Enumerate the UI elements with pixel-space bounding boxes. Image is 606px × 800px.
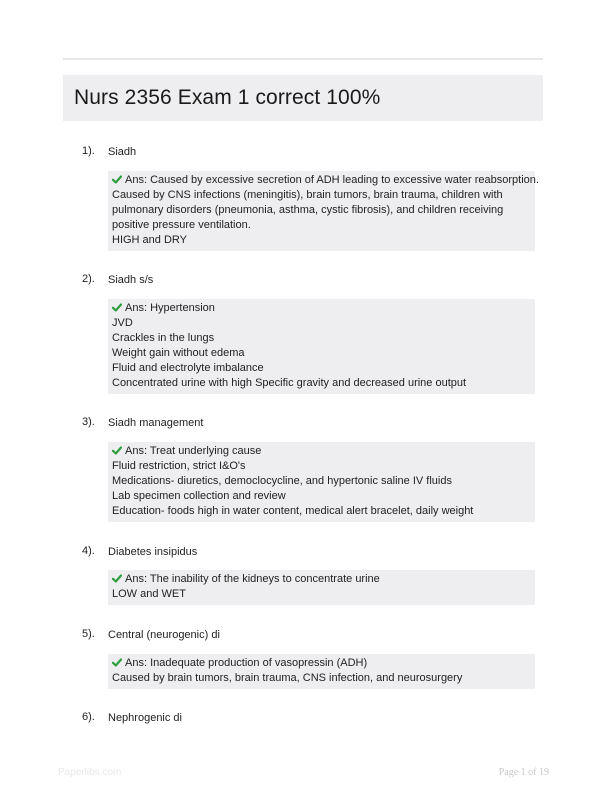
check-icon [112, 658, 122, 667]
answer-line [112, 572, 531, 587]
answer-line: Caused by CNS infections (meningitis), brain tumors, brain trauma, children with [112, 189, 503, 201]
question-number: 5). [82, 628, 95, 640]
answer-line: Weight gain without edema [112, 347, 245, 359]
answer-box [108, 442, 535, 522]
footer-watermark: Paperlibs.com [58, 767, 122, 778]
question-number: 1). [82, 145, 95, 157]
question-text: Central (neurogenic) di [108, 629, 220, 641]
answer-line [112, 173, 539, 188]
answer-box [108, 299, 535, 394]
question-number: 6). [82, 711, 95, 723]
answer-box [108, 171, 539, 251]
answer-box [108, 570, 535, 605]
answer-line [112, 301, 531, 316]
answer-line [112, 444, 531, 459]
answer-line [112, 656, 531, 671]
check-icon [112, 446, 122, 455]
top-divider [63, 58, 543, 60]
answer-text: Ans: Hypertension [125, 302, 215, 314]
question-text: Siadh management [108, 417, 204, 429]
answer-line: Medications- diuretics, democlocycline, and hypertonic saline IV fluids [112, 475, 452, 487]
question-text: Siadh s/s [108, 274, 154, 286]
question-text: Siadh [108, 146, 137, 158]
answer-line: positive pressure ventilation. [112, 219, 251, 231]
answer-text: Ans: Treat underlying cause [125, 445, 262, 457]
answer-text: Ans: Caused by excessive secretion of ADH leading to excessive water reabsorption. [125, 174, 539, 186]
answer-line: Fluid and electrolyte imbalance [112, 362, 264, 374]
answer-line: Lab specimen collection and review [112, 490, 286, 502]
page-indicator: Page 1 of 19 [498, 767, 549, 778]
answer-line: JVD [112, 317, 133, 329]
answer-line: Caused by brain tumors, brain trauma, CNS infection, and neurosurgery [112, 672, 463, 684]
check-icon [112, 303, 122, 312]
answer-line: Concentrated urine with high Specific gravity and decreased urine output [112, 377, 467, 389]
question-number: 2). [82, 273, 95, 285]
question-text: Diabetes insipidus [108, 546, 198, 558]
answer-box [108, 654, 535, 689]
title-bar [63, 75, 543, 121]
answer-line: LOW and WET [112, 588, 186, 600]
page-title: Nurs 2356 Exam 1 correct 100% [74, 86, 381, 109]
answer-text: Ans: The inability of the kidneys to concentrate urine [125, 573, 380, 585]
answer-line: Education- foods high in water content, medical alert bracelet, daily weight [112, 505, 474, 517]
answer-text: Ans: Inadequate production of vasopressin (ADH) [125, 657, 368, 669]
question-text: Nephrogenic di [108, 712, 182, 724]
check-icon [112, 175, 122, 184]
answer-line: pulmonary disorders (pneumonia, asthma, cystic fibrosis), and children receiving [112, 204, 504, 216]
answer-line: Crackles in the lungs [112, 332, 215, 344]
question-number: 3). [82, 416, 95, 428]
check-icon [112, 574, 122, 583]
answer-line: Fluid restriction, strict I&O's [112, 460, 246, 472]
answer-line: HIGH and DRY [112, 234, 187, 246]
question-number: 4). [82, 545, 95, 557]
